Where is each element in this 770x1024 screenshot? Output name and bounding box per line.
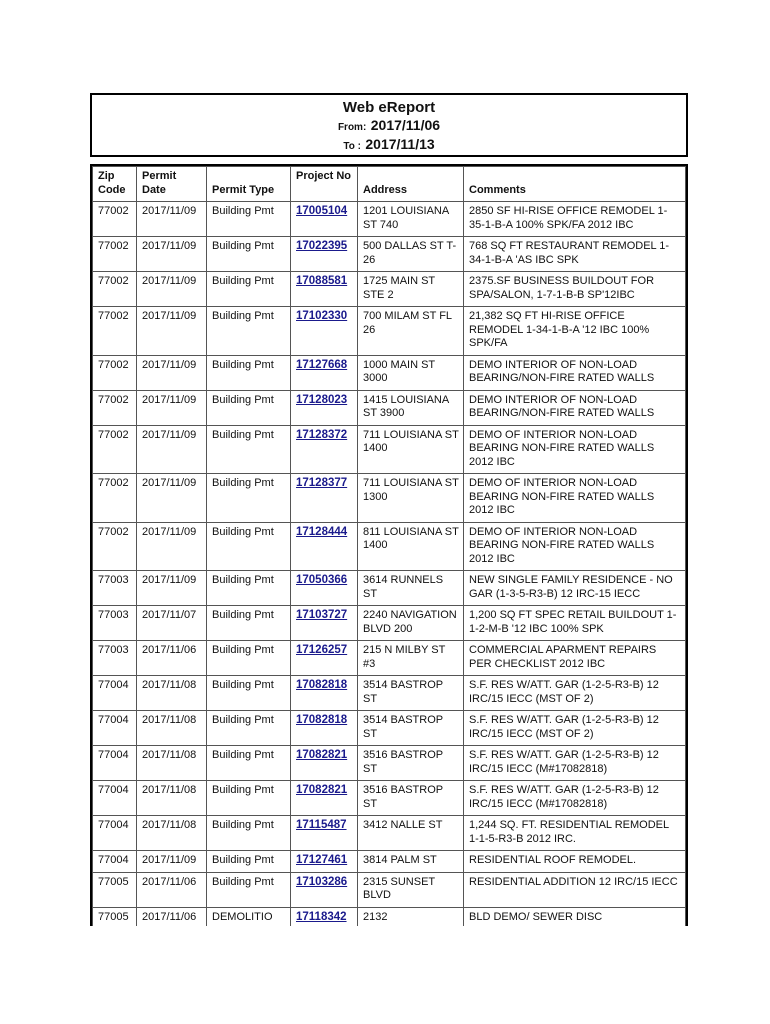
project-no-cell xyxy=(291,272,358,307)
permit-type-cell: Building Pmt xyxy=(207,676,291,711)
to-label: To : xyxy=(343,141,361,152)
comments-cell: 1,244 SQ. FT. RESIDENTIAL REMODEL 1-1-5-R3-B 2012 IRC. xyxy=(464,816,686,851)
zip-cell: 77002 xyxy=(93,307,137,356)
project-no-cell xyxy=(291,746,358,781)
permit-date-cell: 2017/11/08 xyxy=(137,711,207,746)
permit-type-cell: Building Pmt xyxy=(207,474,291,523)
address-cell: 811 LOUISIANA ST 1400 xyxy=(358,522,464,571)
permit-date-cell: 2017/11/09 xyxy=(137,425,207,474)
address-cell: 3412 NALLE ST xyxy=(358,816,464,851)
comments-cell: S.F. RES W/ATT. GAR (1-2-5-R3-B) 12 IRC/15 IECC (M#17082818) xyxy=(464,746,686,781)
table-row xyxy=(93,606,686,641)
zip-cell: 77004 xyxy=(93,816,137,851)
table-row xyxy=(93,307,686,356)
project-no-link[interactable]: 17128377 xyxy=(296,477,348,489)
table-row xyxy=(93,781,686,816)
address-cell: 2315 SUNSET BLVD xyxy=(358,872,464,907)
zip-cell: 77002 xyxy=(93,202,137,237)
address-cell: 3814 PALM ST xyxy=(358,851,464,873)
zip-cell: 77003 xyxy=(93,571,137,606)
table-row xyxy=(93,571,686,606)
comments-cell: DEMO INTERIOR OF NON-LOAD BEARING/NON-FIRE RATED WALLS xyxy=(464,390,686,425)
permit-type-cell: Building Pmt xyxy=(207,237,291,272)
project-no-link[interactable]: 17022395 xyxy=(296,240,348,252)
zip-cell: 77004 xyxy=(93,711,137,746)
permit-date-cell: 2017/11/08 xyxy=(137,746,207,781)
table-row xyxy=(93,907,686,926)
permit-type-cell: Building Pmt xyxy=(207,425,291,474)
project-no-cell xyxy=(291,816,358,851)
table-row xyxy=(93,390,686,425)
permit-type-cell: Building Pmt xyxy=(207,781,291,816)
permit-date-cell: 2017/11/09 xyxy=(137,474,207,523)
permit-date-cell: 2017/11/09 xyxy=(137,307,207,356)
table-row xyxy=(93,851,686,873)
project-no-cell xyxy=(291,571,358,606)
zip-cell: 77002 xyxy=(93,425,137,474)
project-no-cell xyxy=(291,425,358,474)
comments-cell: 2850 SF HI-RISE OFFICE REMODEL 1-35-1-B-A 100% SPK/FA 2012 IBC xyxy=(464,202,686,237)
permit-date-cell: 2017/11/09 xyxy=(137,202,207,237)
from-line xyxy=(92,117,686,136)
project-no-link[interactable]: 17005104 xyxy=(296,205,348,217)
permit-type-cell: Building Pmt xyxy=(207,202,291,237)
table-row xyxy=(93,872,686,907)
permit-type-cell: Building Pmt xyxy=(207,606,291,641)
comments-cell: S.F. RES W/ATT. GAR (1-2-5-R3-B) 12 IRC/15 IECC (M#17082818) xyxy=(464,781,686,816)
permit-date-cell: 2017/11/08 xyxy=(137,816,207,851)
project-no-cell xyxy=(291,237,358,272)
project-no-link[interactable]: 17102330 xyxy=(296,310,348,322)
permit-type-cell: Building Pmt xyxy=(207,641,291,676)
permit-date-cell: 2017/11/06 xyxy=(137,907,207,926)
comments-cell: 2375.SF BUSINESS BUILDOUT FOR SPA/SALON, 1-7-1-B-B SP'12IBC xyxy=(464,272,686,307)
project-no-cell xyxy=(291,606,358,641)
comments-cell: S.F. RES W/ATT. GAR (1-2-5-R3-B) 12 IRC/15 IECC (MST OF 2) xyxy=(464,676,686,711)
table-row xyxy=(93,641,686,676)
table-header-row xyxy=(93,167,686,202)
project-no-link[interactable]: 17115487 xyxy=(296,819,347,831)
project-no-cell xyxy=(291,781,358,816)
permit-type-cell: Building Pmt xyxy=(207,522,291,571)
project-no-link[interactable]: 17103727 xyxy=(296,609,348,621)
table-row xyxy=(93,474,686,523)
table-row xyxy=(93,237,686,272)
permit-type-cell: Building Pmt xyxy=(207,355,291,390)
address-cell: 500 DALLAS ST T-26 xyxy=(358,237,464,272)
project-no-link[interactable]: 17082818 xyxy=(296,679,348,691)
address-cell: 3614 RUNNELS ST xyxy=(358,571,464,606)
table-body xyxy=(93,202,686,927)
zip-cell: 77002 xyxy=(93,474,137,523)
project-no-cell xyxy=(291,711,358,746)
address-cell: 3514 BASTROP ST xyxy=(358,676,464,711)
col-header-comments: Comments xyxy=(464,167,686,202)
project-no-link[interactable]: 17127668 xyxy=(296,358,348,371)
address-cell: 1725 MAIN ST STE 2 xyxy=(358,272,464,307)
project-no-link[interactable]: 17088581 xyxy=(296,275,348,287)
comments-cell: 1,200 SQ FT SPEC RETAIL BUILDOUT 1-1-2-M-B '12 IBC 100% SPK xyxy=(464,606,686,641)
address-cell: 700 MILAM ST FL 26 xyxy=(358,307,464,356)
project-no-cell xyxy=(291,851,358,873)
zip-cell: 77004 xyxy=(93,781,137,816)
project-no-cell xyxy=(291,907,358,926)
permit-date-cell: 2017/11/09 xyxy=(137,237,207,272)
address-cell: 3516 BASTROP ST xyxy=(358,746,464,781)
comments-cell: S.F. RES W/ATT. GAR (1-2-5-R3-B) 12 IRC/15 IECC (MST OF 2) xyxy=(464,711,686,746)
project-no-link[interactable]: 17103286 xyxy=(296,875,348,888)
comments-cell: DEMO OF INTERIOR NON-LOAD BEARING NON-FIRE RATED WALLS 2012 IBC xyxy=(464,425,686,474)
permit-date-cell: 2017/11/06 xyxy=(137,872,207,907)
col-header-project-no: Project No xyxy=(291,167,358,202)
address-cell: 711 LOUISIANA ST 1300 xyxy=(358,474,464,523)
project-no-cell xyxy=(291,641,358,676)
project-no-cell xyxy=(291,676,358,711)
report-page xyxy=(90,93,688,923)
project-no-cell xyxy=(291,355,358,390)
comments-cell: RESIDENTIAL ADDITION 12 IRC/15 IECC xyxy=(464,872,686,907)
address-cell: 711 LOUISIANA ST 1400 xyxy=(358,425,464,474)
address-cell: 3516 BASTROP ST xyxy=(358,781,464,816)
address-cell: 3514 BASTROP ST xyxy=(358,711,464,746)
address-cell: 215 N MILBY ST #3 xyxy=(358,641,464,676)
table-row xyxy=(93,272,686,307)
col-header-address: Address xyxy=(358,167,464,202)
comments-cell: BLD DEMO/ SEWER DISC xyxy=(464,907,686,926)
permit-type-cell: DEMOLITIO xyxy=(207,907,291,926)
zip-cell: 77004 xyxy=(93,676,137,711)
project-no-link[interactable]: 17082821 xyxy=(296,784,348,796)
permit-date-cell: 2017/11/08 xyxy=(137,676,207,711)
project-no-link[interactable]: 17128444 xyxy=(296,525,348,538)
comments-cell: COMMERCIAL APARMENT REPAIRS PER CHECKLIST 2012 IBC xyxy=(464,641,686,676)
zip-cell: 77003 xyxy=(93,606,137,641)
permit-type-cell: Building Pmt xyxy=(207,851,291,873)
project-no-link[interactable]: 17082818 xyxy=(296,714,348,726)
permits-table xyxy=(92,166,686,926)
comments-cell: DEMO OF INTERIOR NON-LOAD BEARING NON-FIRE RATED WALLS 2012 IBC xyxy=(464,474,686,523)
comments-cell: RESIDENTIAL ROOF REMODEL. xyxy=(464,851,686,873)
permit-type-cell: Building Pmt xyxy=(207,872,291,907)
zip-cell: 77005 xyxy=(93,872,137,907)
permit-date-cell: 2017/11/09 xyxy=(137,851,207,873)
permit-date-cell: 2017/11/09 xyxy=(137,390,207,425)
project-no-cell xyxy=(291,390,358,425)
permit-type-cell: Building Pmt xyxy=(207,746,291,781)
permit-date-cell: 2017/11/07 xyxy=(137,606,207,641)
permit-date-cell: 2017/11/06 xyxy=(137,641,207,676)
project-no-link[interactable]: 17128372 xyxy=(296,428,348,441)
zip-cell: 77002 xyxy=(93,237,137,272)
project-no-cell xyxy=(291,474,358,523)
comments-cell: 21,382 SQ FT HI-RISE OFFICE REMODEL 1-34-1-B-A '12 IBC 100% SPK/FA xyxy=(464,307,686,356)
project-no-link[interactable]: 17118342 xyxy=(296,910,347,923)
project-no-link[interactable]: 17050366 xyxy=(296,574,348,586)
project-no-link[interactable]: 17126257 xyxy=(296,644,348,656)
comments-cell: NEW SINGLE FAMILY RESIDENCE - NO GAR (1-3-5-R3-B) 12 IRC-15 IECC xyxy=(464,571,686,606)
from-date: 2017/11/06 xyxy=(370,117,441,133)
table-row xyxy=(93,816,686,851)
address-cell: 2132 xyxy=(358,907,464,926)
table-row xyxy=(93,746,686,781)
project-no-cell xyxy=(291,307,358,356)
zip-cell: 77002 xyxy=(93,390,137,425)
project-no-link[interactable]: 17128023 xyxy=(296,393,348,406)
permit-type-cell: Building Pmt xyxy=(207,307,291,356)
project-no-link[interactable]: 17082821 xyxy=(296,749,348,761)
project-no-cell xyxy=(291,202,358,237)
project-no-cell xyxy=(291,522,358,571)
col-header-permit-type: Permit Type xyxy=(207,167,291,202)
permit-date-cell: 2017/11/09 xyxy=(137,571,207,606)
zip-cell: 77002 xyxy=(93,522,137,571)
col-header-permit-date: Permit Date xyxy=(137,167,207,202)
comments-cell: DEMO OF INTERIOR NON-LOAD BEARING NON-FIRE RATED WALLS 2012 IBC xyxy=(464,522,686,571)
to-date: 2017/11/13 xyxy=(365,136,435,152)
permit-date-cell: 2017/11/09 xyxy=(137,522,207,571)
permit-type-cell: Building Pmt xyxy=(207,571,291,606)
table-row xyxy=(93,711,686,746)
permits-table-container xyxy=(90,164,688,926)
project-no-link[interactable]: 17127461 xyxy=(296,854,348,866)
to-line xyxy=(92,136,686,155)
comments-cell: DEMO INTERIOR OF NON-LOAD BEARING/NON-FIRE RATED WALLS xyxy=(464,355,686,390)
permit-date-cell: 2017/11/08 xyxy=(137,781,207,816)
report-title: Web eReport xyxy=(342,99,436,116)
project-no-cell xyxy=(291,872,358,907)
address-cell: 1201 LOUISIANA ST 740 xyxy=(358,202,464,237)
permit-type-cell: Building Pmt xyxy=(207,272,291,307)
zip-cell: 77003 xyxy=(93,641,137,676)
col-header-zip: Zip Code xyxy=(93,167,137,202)
comments-cell: 768 SQ FT RESTAURANT REMODEL 1-34-1-B-A 'AS IBC SPK xyxy=(464,237,686,272)
permit-type-cell: Building Pmt xyxy=(207,816,291,851)
table-row xyxy=(93,522,686,571)
table-row xyxy=(93,202,686,237)
report-header xyxy=(90,93,688,157)
address-cell: 1415 LOUISIANA ST 3900 xyxy=(358,390,464,425)
zip-cell: 77004 xyxy=(93,851,137,873)
zip-cell: 77004 xyxy=(93,746,137,781)
zip-cell: 77005 xyxy=(93,907,137,926)
permit-type-cell: Building Pmt xyxy=(207,711,291,746)
zip-cell: 77002 xyxy=(93,355,137,390)
table-row xyxy=(93,425,686,474)
permit-type-cell: Building Pmt xyxy=(207,390,291,425)
permit-date-cell: 2017/11/09 xyxy=(137,272,207,307)
address-cell: 1000 MAIN ST 3000 xyxy=(358,355,464,390)
table-row xyxy=(93,676,686,711)
zip-cell: 77002 xyxy=(93,272,137,307)
address-cell: 2240 NAVIGATION BLVD 200 xyxy=(358,606,464,641)
permit-date-cell: 2017/11/09 xyxy=(137,355,207,390)
from-label: From: xyxy=(337,122,367,133)
table-row xyxy=(93,355,686,390)
